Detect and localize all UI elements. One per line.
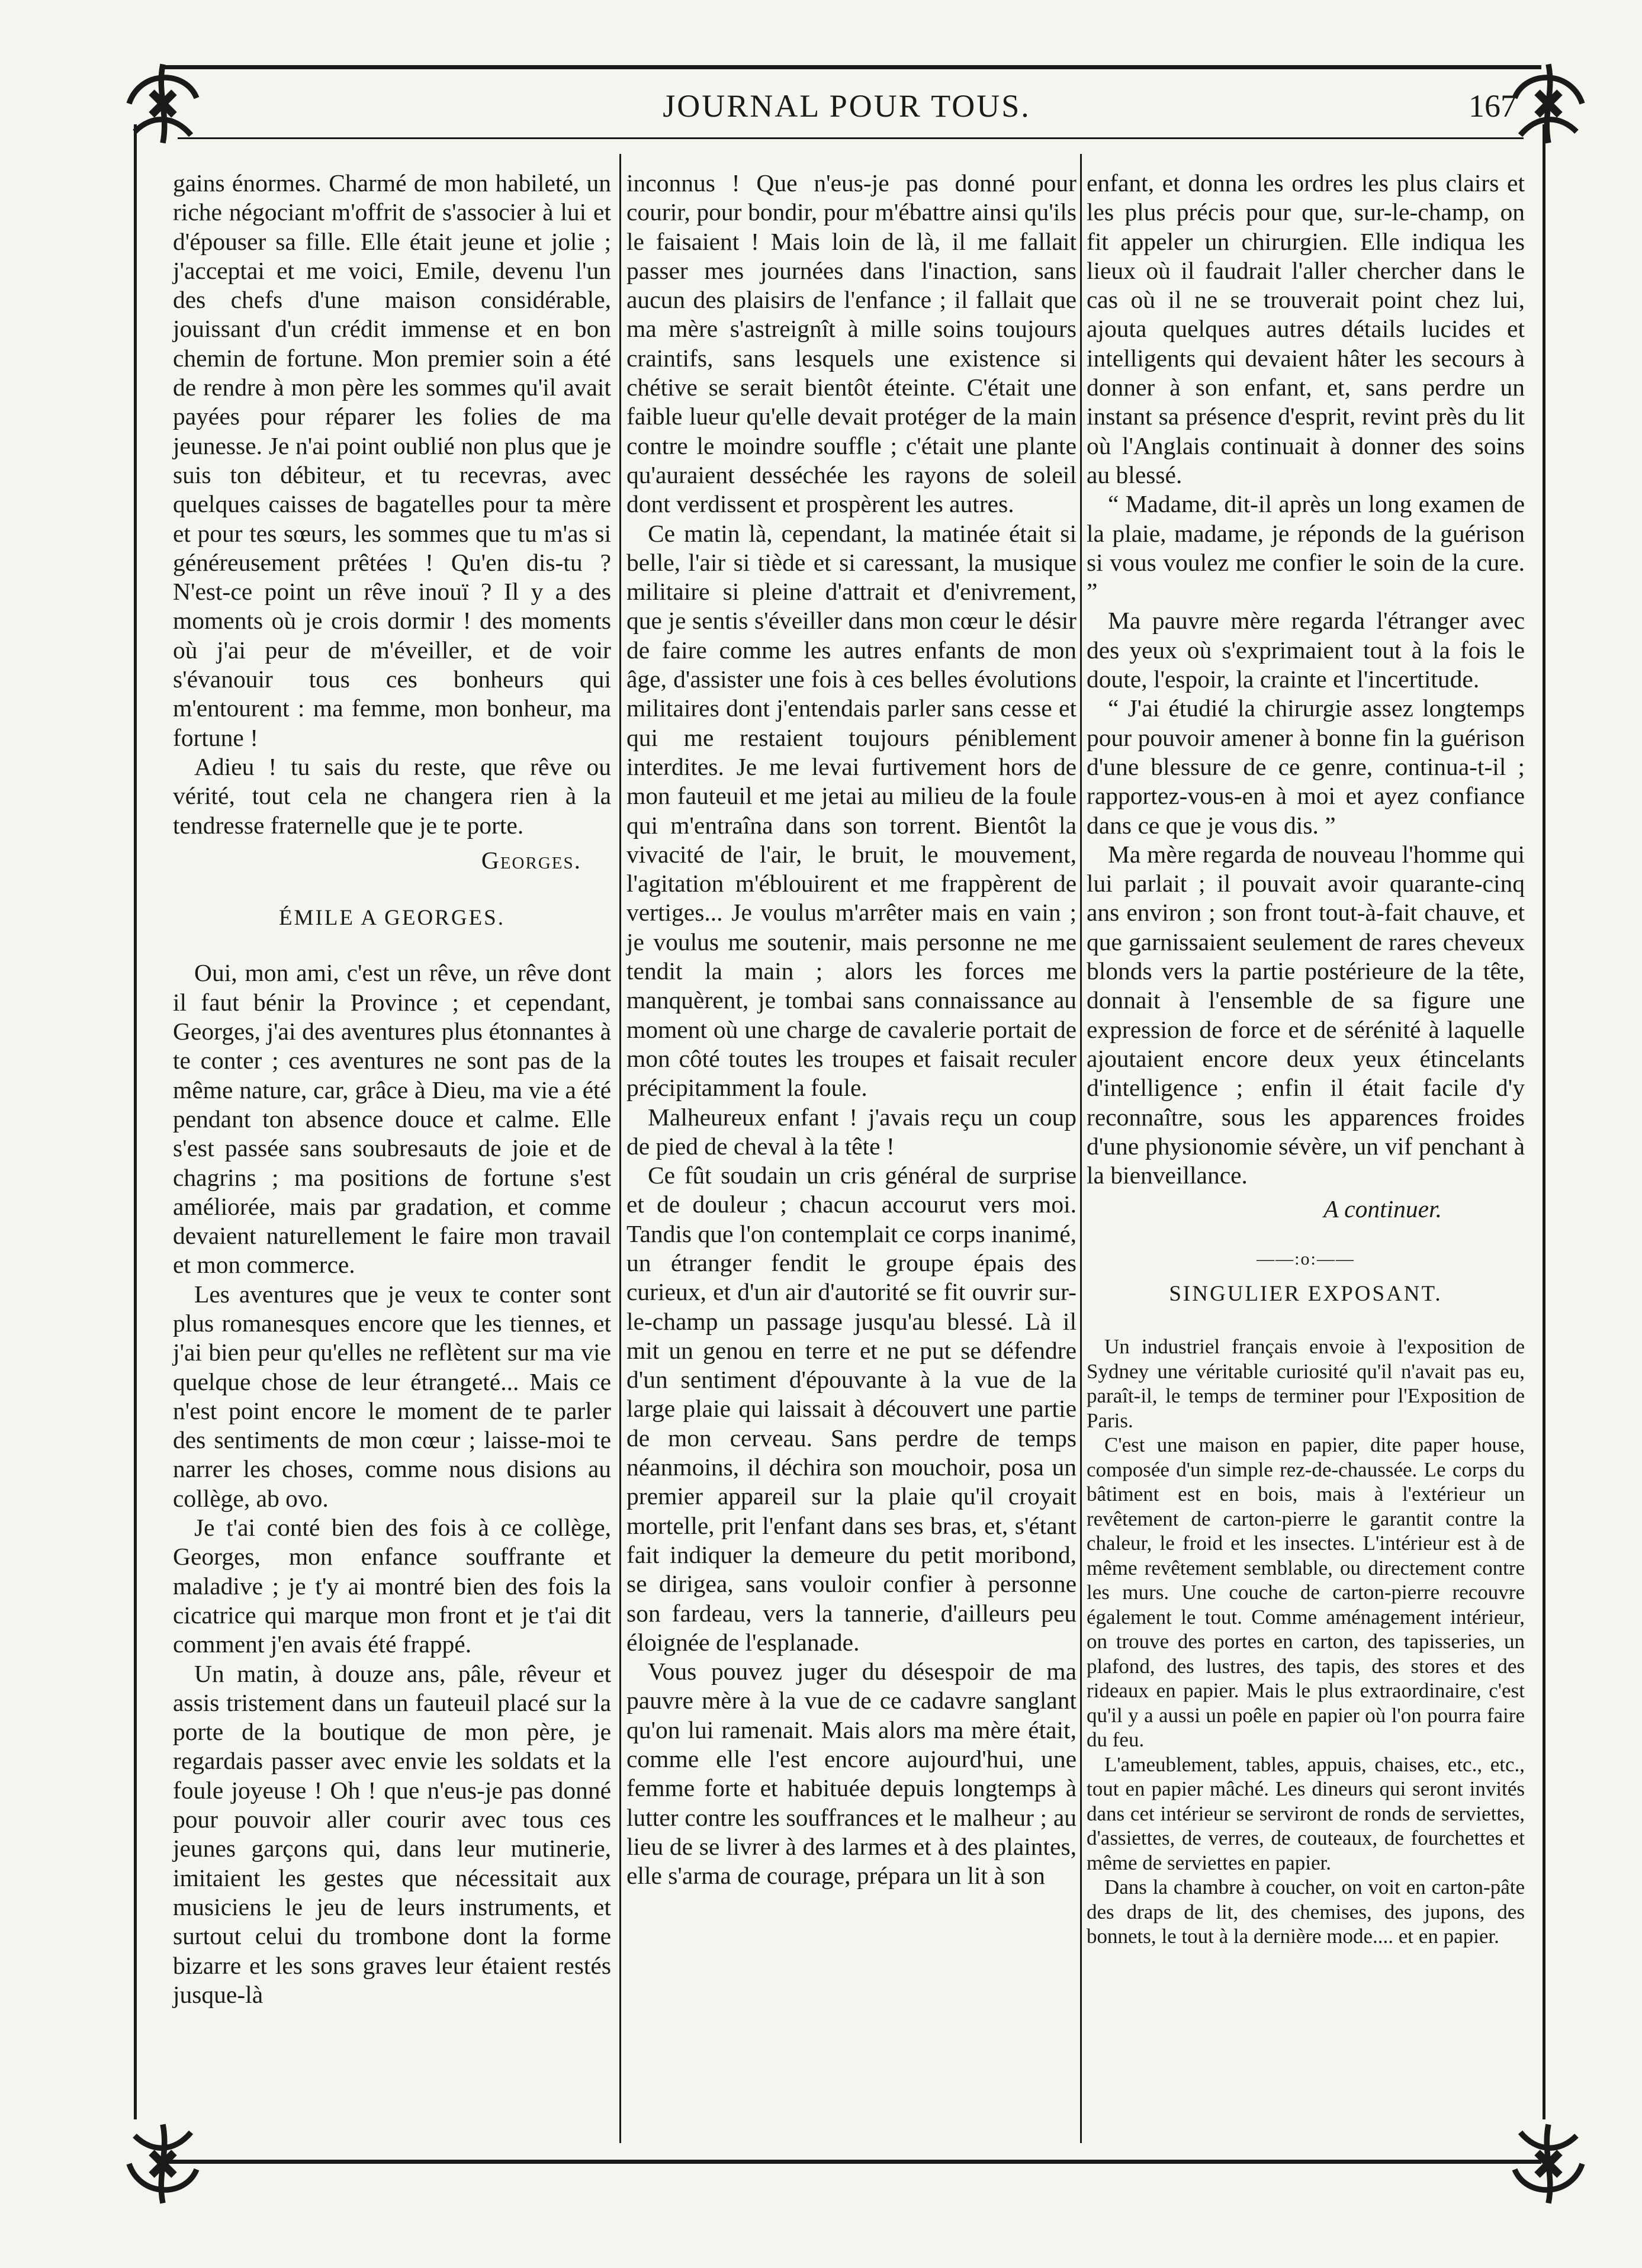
frame-top-rule (160, 65, 1541, 69)
corner-flourish-icon (1492, 2108, 1605, 2220)
paragraph: C'est une maison en papier, dite paper house, composée d'un simple rez-de-chaussée. Le corps du bâtiment est en bois, mais à l'extérieur un revêtement de carton-pierre le garantit contre la chaleur, le froid et les insectes. L'intérieur est à de même revêtement semblable, ou directement contre les murs. Une couche de carton-pierre recouvre également le tout. Comme aménagement intérieur, on trouve des portes en carton, des tapisseries, un plafond, des lustres, des tapis, des stores et des rideaux en papier. Mais le plus extraordinaire, c'est qu'il y a aussi un poêle en papier où l'on pourra faire du feu. (1087, 1433, 1525, 1752)
paragraph: Malheureux enfant ! j'avais reçu un coup de pied de cheval à la tête ! (626, 1103, 1077, 1160)
paragraph: enfant, et donna les ordres les plus clairs et les plus précis pour que, sur-le-champ, on fit appeler un chirurgien. Elle indiqua les lieux où il faudrait l'aller chercher dans le cas où il ne se trouverait point chez lui, ajouta quelques autres détails lucides et intelligents qui devaient hâter les secours à donner à son enfant, et, sans perdre un instant sa présence d'esprit, revint près du lit où l'Anglais continuait à donner des soins au blessé. (1087, 169, 1525, 488)
paragraph: Oui, mon ami, c'est un rêve, un rêve dont il faut bénir la Province ; et cependant, Georges, j'ai des aventures plus étonnantes à te conter ; ces aventures ne sont pas de la même nature, car, grâce à Dieu, ma vie a été pendant ton absence douce et calme. Elle s'est passée sans soubresauts de joie et de chagrins ; ma positions de fortune s'est améliorée, mais par gradation, et comme devaient naturellement le faire mon travail et mon commerce. (173, 959, 611, 1279)
column-separator (1080, 154, 1082, 2143)
paragraph: Ce matin là, cependant, la matinée était si belle, l'air si tiède et si caressant, la musique militaire si pleine d'attrait et d'enivrement, que je sentis s'éveiller dans mon cœur le désir de faire comme les autres enfants de mon âge, d'assister une fois à ces belles évolutions militaires dont j'entendais parler sans cesse et qui me restaient toujours péniblement interdites. Je me levai furtivement hors de mon fauteuil et me jetai au milieu de la foule qui m'entraîna dans son torrent. Bientôt la vivacité de l'air, le bruit, le mouvement, l'agitation m'éblouirent et me frappèrent de vertiges... Je voulus m'arrêter mais en vain ; je voulus me soutenir, mais personne ne me tendit la main ; alors les forces me manquèrent, je tombai sans connaissance au moment où une charge de cavalerie portait de mon côté toutes les troupes et faisait reculer précipitamment la foule. (626, 519, 1077, 1102)
paragraph: Vous pouvez juger du désespoir de ma pauvre mère à la vue de ce cadavre sanglant qu'on lui ramenait. Mais alors ma mère était, comme elle l'est encore aujourd'hui, une femme forte et habituée depuis longtemps à lutter contre les souffrances et le malheur ; au lieu de se livrer à des larmes et à des plaintes, elle s'arma de courage, prépara un lit à son (626, 1658, 1077, 1890)
letter-signature: Georges. (481, 846, 581, 874)
journal-title: JOURNAL POUR TOUS. (663, 88, 1031, 124)
paragraph: Ma mère regarda de nouveau l'homme qui lui parlait ; il pouvait avoir quarante-cinq ans environ ; son front tout-à-fait chauve, et que garnissaient seulement de rares cheveux blonds vers la partie postérieure de la tête, donnait à l'ensemble de sa figure une expression de force et de sérénité à laquelle ajoutaient encore deux yeux étincelants d'intelligence ; enfin il était facile d'y reconnaître, sous les apparences froides d'une physionomie sévère, un vif penchant à la bienveillance. (1087, 840, 1525, 1189)
paragraph: L'ameublement, tables, appuis, chaises, etc., etc., tout en papier mâché. Les dineurs qui seront invités dans cet intérieur se serviront de ronds de serviettes, d'assiettes, de verres, de couteaux, de fourchettes et même de serviettes en papier. (1087, 1752, 1525, 1874)
section-title: ÉMILE A GEORGES. (278, 906, 506, 931)
page-number: 167 (1469, 88, 1516, 124)
column-separator (619, 154, 621, 2143)
header-rule (178, 137, 1524, 139)
paragraph: inconnus ! Que n'eus-je pas donné pour courir, pour bondir, pour m'ébattre ainsi qu'ils le faisaient ! Mais loin de là, il me fallait passer mes journées dans l'inaction, sans aucun des plaisirs de l'enfance ; il fallait que ma mère s'astreignît à mille soins toujours craintifs, sans lesquels une existence si chétive se serait bientôt éteinte. C'était une faible lueur qu'elle devait protéger de la main contre le moindre souffle ; c'était une plante qu'auraient desséchée les rayons de soleil dont verdissent et prospèrent les autres. (626, 169, 1077, 518)
column-1 (173, 169, 611, 2009)
paragraph: Ma pauvre mère regarda l'étranger avec des yeux où s'exprimaient tout à la fois le doute, l'espoir, la crainte et l'incertitude. (1087, 607, 1525, 693)
paragraph: “ Madame, dit-il après un long examen de la plaie, madame, je réponds de la guérison si vous voulez me confier le soin de la cure. ” (1087, 490, 1525, 606)
paragraph: Dans la chambre à coucher, on voit en carton-pâte des draps de lit, des chemises, des jupons, des bonnets, le tout à la dernière mode.... et en papier. (1087, 1875, 1525, 1948)
to-be-continued: A continuer. (1323, 1195, 1442, 1223)
column-2 (626, 169, 1077, 1891)
paragraph: Adieu ! tu sais du reste, que rêve ou vérité, tout cela ne changera rien à la tendresse fraternelle que je te porte. (173, 752, 611, 839)
column-3 (1087, 169, 1525, 1949)
frame-bottom-rule (160, 2160, 1541, 2164)
paragraph: Je t'ai conté bien des fois à ce collège, Georges, mon enfance souffrante et maladive ; je t'y ai montré bien des fois la cicatrice qui marque mon front et je t'ai dit comment j'en avais été frappé. (173, 1514, 611, 1658)
section-divider: ——:o:—— (1257, 1249, 1355, 1269)
frame-right-rule (1543, 124, 1545, 2119)
paragraph: Les aventures que je veux te conter sont plus romanesques encore que les tiennes, et j'ai bien peur qu'elles ne reflètent sur ma vie quelque chose de leur étrangeté... Mais ce n'est point encore le moment de te parler des sentiments de mon cœur ; laisse-moi te narrer les choses, comme nous disions au collège, ab ovo. (173, 1280, 611, 1512)
frame-left-rule (134, 124, 137, 2119)
paragraph: “ J'ai étudié la chirurgie assez longtemps pour pouvoir amener à bonne fin la guérison d'une blessure de ce genre, continua-t-il ; rapportez-vous-en à moi et ayez confiance dans ce que je vous dis. ” (1087, 694, 1525, 839)
section-title: SINGULIER EXPOSANT. (1169, 1281, 1442, 1306)
paragraph: Ce fût soudain un cris général de surprise et de douleur ; chacun accourut vers moi. Tandis que l'on contemplait ce corps inanimé, un étranger fendit le groupe épais des curieux, et d'un air d'autorité se fit ouvrir sur-le-champ un passage jusqu'au blessé. Là il mit un genou en terre et ne put se défendre d'un sentiment d'épouvante à la vue de la large plaie qui laissait à découvert une partie de mon cerveau. Sans perdre de temps néanmoins, il déchira son mouchoir, posa un premier appareil sur la plaie qu'il croyait mortelle, prit l'enfant dans ses bras, et, s'étant fait indiquer la demeure du petit moribond, se dirigea, sans vouloir confier à personne son fardeau, vers la tannerie, d'ailleurs peu éloignée de l'esplanade. (626, 1162, 1077, 1656)
corner-flourish-icon (107, 47, 219, 160)
paragraph: gains énormes. Charmé de mon habileté, un riche négociant m'offrit de s'associer à lui et d'épouser sa fille. Elle était jeune et jolie ; j'acceptai et me voici, Emile, devenu l'un des chefs d'une maison considérable, jouissant d'un crédit immense et en bon chemin de fortune. Mon premier soin a été de rendre à mon père les sommes qu'il avait payées pour réparer les folies de ma jeunesse. Je n'ai point oublié non plus que je suis ton débiteur, et tu recevras, avec quelques caisses de bagatelles pour ta mère et pour tes sœurs, les sommes que tu m'as si généreusement prêtées ! Qu'en dis-tu ? N'est-ce point un rêve inouï ? Il y a des moments où je crois dormir ! des moments où j'ai peur de m'éveiller, et de voir s'évanouir tous ces bonheurs qui m'entourent : ma femme, mon bonheur, ma fortune ! (173, 169, 611, 751)
corner-flourish-icon (107, 2108, 219, 2220)
paragraph: Un industriel français envoie à l'exposition de Sydney une véritable curiosité qu'il n'avait pas eu, paraît-il, le temps de terminer pour l'Exposition de Paris. (1087, 1335, 1525, 1432)
article-body (1087, 1334, 1525, 1949)
paragraph: Un matin, à douze ans, pâle, rêveur et assis tristement dans un fauteuil placé sur la porte de la boutique de mon père, je regardais passer avec envie les soldats et la foule joyeuse ! Oh ! que n'eus-je pas donné pour pouvoir aller courir avec tous ces jeunes garçons qui, dans leur mutinerie, imitaient les gestes que nécessitait aux musiciens le jeu de leurs instruments, et surtout celui du trombone dont la forme bizarre et les sons graves leur étaient restés jusque-là (173, 1659, 611, 2008)
